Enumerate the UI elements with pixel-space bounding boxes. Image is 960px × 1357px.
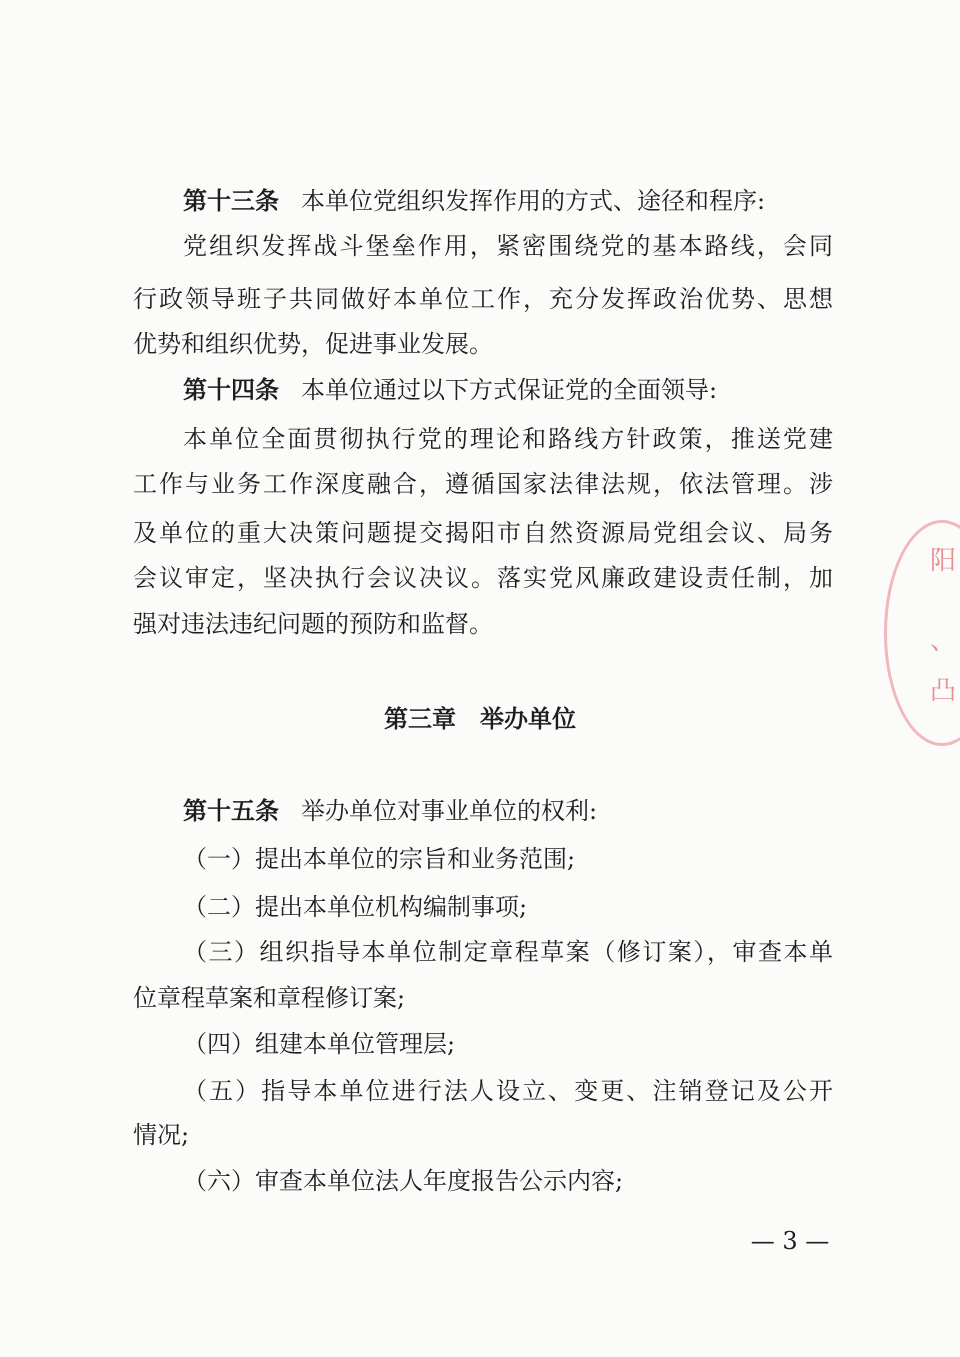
paragraph-line: 情况; (133, 1121, 190, 1149)
paragraph-line: 位章程草案和章程修订案; (133, 984, 406, 1012)
page-number: — 3 — (750, 1227, 830, 1255)
article-heading: 第十五条 (183, 797, 279, 825)
paragraph-line: 党组织发挥战斗堡垒作用，紧密围绕党的基本路线，会同 (183, 232, 833, 260)
line-text: 本单位通过以下方式保证党的全面领导: (301, 376, 718, 404)
paragraph-line: 及单位的重大决策问题提交揭阳市自然资源局党组会议、局务 (133, 519, 833, 547)
line-text: 举办单位对事业单位的权利: (301, 797, 598, 825)
paragraph-line (183, 186, 833, 216)
paragraph-line: 强对违法违纪问题的预防和监督。 (133, 610, 493, 638)
paragraph-line: 工作与业务工作深度融合，遵循国家法律法规，依法管理。涉 (133, 470, 833, 498)
seal-glyph: 、 (929, 626, 956, 656)
list-item: （四）组建本单位管理层; (183, 1030, 456, 1058)
list-item: （五）指导本单位进行法人设立、变更、注销登记及公开 (183, 1077, 833, 1105)
seal-glyph: 阳 (929, 546, 956, 576)
seal-glyph: 凸 (929, 676, 956, 706)
list-item: （三）组织指导本单位制定章程草案（修订案），审查本单 (183, 938, 833, 966)
paragraph-line (183, 796, 833, 826)
paragraph-line: 本单位全面贯彻执行党的理论和路线方针政策，推送党建 (183, 425, 833, 453)
paragraph-line: 行政领导班子共同做好本单位工作，充分发挥政治优势、思想 (133, 285, 833, 313)
line-text: 本单位党组织发挥作用的方式、途径和程序: (301, 187, 766, 215)
paragraph-line: 会议审定，坚决执行会议决议。落实党风廉政建设责任制，加 (133, 564, 833, 592)
article-heading: 第十四条 (183, 376, 279, 404)
list-item: （一）提出本单位的宗旨和业务范围; (183, 845, 576, 873)
chapter-heading: 第三章 举办单位 (384, 705, 576, 733)
list-item: （六）审查本单位法人年度报告公示内容; (183, 1167, 624, 1195)
paragraph-line: 优势和组织优势，促进事业发展。 (133, 330, 493, 358)
paragraph-line (183, 375, 833, 405)
article-heading: 第十三条 (183, 187, 279, 215)
list-item: （二）提出本单位机构编制事项; (183, 893, 528, 921)
